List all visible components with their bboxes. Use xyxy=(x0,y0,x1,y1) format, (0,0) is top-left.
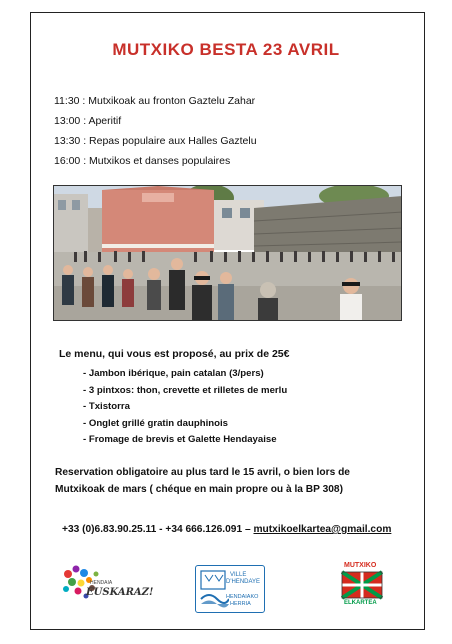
mutxiko-top-text: MUTXIKO xyxy=(344,562,377,569)
hendaye-top-text: VILLE xyxy=(230,572,247,578)
menu-item: - Jambon ibérique, pain catalan (3/pers) xyxy=(83,368,264,379)
hendaye-logo xyxy=(195,565,265,613)
euskaraz-logo xyxy=(56,560,154,606)
menu-item: - Txistorra xyxy=(83,401,130,412)
reservation-note xyxy=(55,464,350,498)
menu-item: - Fromage de brevis et Galette Hendayaise xyxy=(83,434,277,445)
email-link[interactable]: mutxikoelkartea@gmail.com xyxy=(253,524,392,535)
poster-title: MUTXIKO BESTA 23 AVRIL xyxy=(112,40,340,59)
hendaye-name-text: D'HENDAYE xyxy=(226,579,261,585)
euskaraz-text: EUSKARAZ! xyxy=(86,587,154,598)
schedule-item: 11:30 : Mutxikoak au fronton Gaztelu Zahar xyxy=(54,95,256,107)
event-photo xyxy=(53,185,402,321)
reservation-line: Mutxikoak de mars ( chéque en main propre ou à la BP 308) xyxy=(55,484,343,495)
menu-item: - 3 pintxos: thon, crevette et rilletes de merlu xyxy=(83,384,288,396)
menu-intro: Le menu, qui vous est proposé, au prix de 25€ xyxy=(59,348,290,360)
contact-line xyxy=(62,524,391,535)
mutxiko-elkartea-logo xyxy=(332,562,392,612)
phone-numbers: +33 (0)6.83.90.25.11 - +34 666.126.091 – xyxy=(62,524,251,535)
menu-item: - Onglet grillé gratin dauphinois xyxy=(83,417,228,429)
schedule-item: 13:30 : Repas populaire aux Halles Gaztelu xyxy=(54,135,257,147)
euskaraz-small-text: HENDAIA xyxy=(90,580,113,586)
schedule-list xyxy=(54,91,257,171)
schedule-item: 13:00 : Aperitif xyxy=(54,115,122,127)
hendaye-basque-text: HENDAIAKO xyxy=(226,594,259,600)
hendaye-basque-text-2: HERRIA xyxy=(230,601,251,607)
reservation-line: Reservation obligatoire au plus tard le 15 avril, o bien lors de xyxy=(55,467,350,478)
schedule-item: 16:00 : Mutxikos et danses populaires xyxy=(54,155,231,167)
menu-list xyxy=(83,366,287,449)
mutxiko-bottom-text: ELKARTEA xyxy=(344,600,377,606)
